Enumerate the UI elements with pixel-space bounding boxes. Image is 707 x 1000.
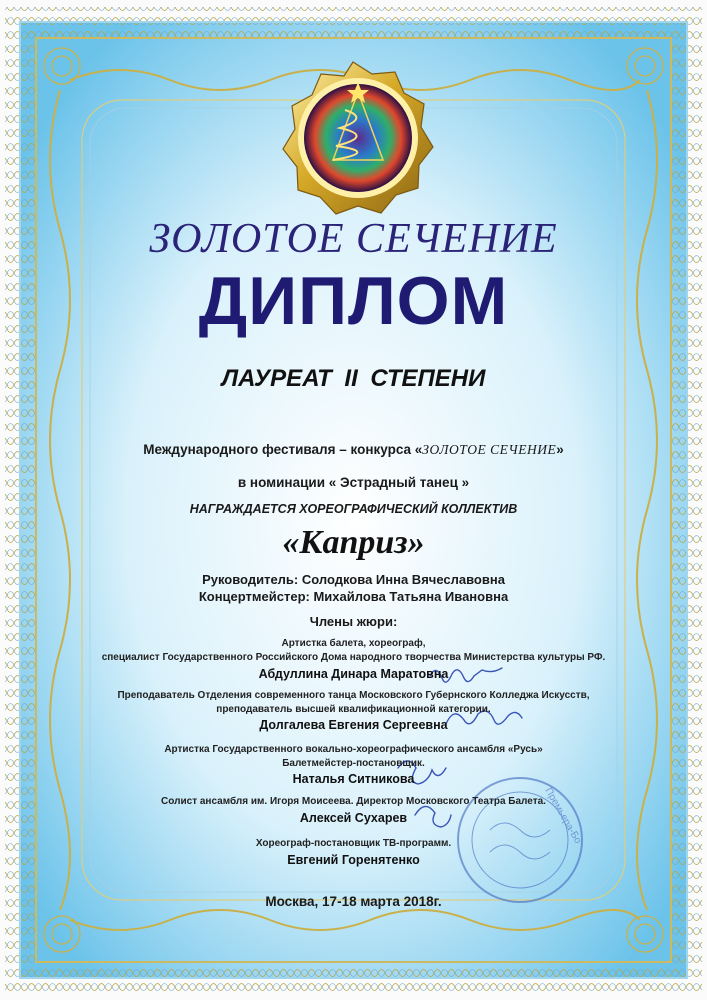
festival-suffix: » xyxy=(556,442,564,457)
jury-5-name: Евгений Горенятенко xyxy=(287,853,420,867)
jury-5-role-1: Хореограф-постановщик ТВ-программ. xyxy=(255,838,452,849)
stamp-text: Премьера-Бо xyxy=(542,786,584,846)
date-line: Москва, 17-18 марта 2018г. xyxy=(265,894,442,909)
jury-3-role-1: Артистка Государственного вокально-хореографического ансамбля «Русь» xyxy=(164,744,543,755)
jury-1-role-2: специалист Государственного Российского Дома народного творчества Министерства культуры РФ. xyxy=(101,652,606,663)
jury-3-role-2: Балетмейстер-постановщик. xyxy=(282,758,425,769)
group-name: «Каприз» xyxy=(282,524,425,561)
jury-2-name: Долгалева Евгения Сергеевна xyxy=(259,718,448,732)
festival-name: ЗОЛОТОЕ СЕЧЕНИЕ xyxy=(422,442,557,457)
title-script: ЗОЛОТОЕ СЕЧЕНИЕ xyxy=(149,216,558,262)
jury-1-name: Абдуллина Динара Маратовна xyxy=(258,667,449,681)
awarded-line: НАГРАЖДАЕТСЯ ХОРЕОГРАФИЧЕСКИЙ КОЛЛЕКТИВ xyxy=(189,502,518,516)
festival-prefix: Международного фестиваля – конкурса « xyxy=(143,442,423,457)
jury-2-role-2: преподаватель высшей квалификационной категории. xyxy=(216,704,491,715)
jury-heading: Члены жюри: xyxy=(309,614,398,629)
jury-4-role-1: Солист ансамбля им. Игоря Моисеева. Директор Московского Театра Балета. xyxy=(161,796,546,807)
accompanist-line: Концертмейстер: Михайлова Татьяна Ивановна xyxy=(198,589,509,604)
nomination: в номинации « Эстрадный танец » xyxy=(237,475,470,490)
jury-3-name: Наталья Ситникова xyxy=(292,772,415,786)
festival-line xyxy=(0,442,707,458)
title-main: ДИПЛОМ xyxy=(198,263,509,339)
laureate-degree: ЛАУРЕАТ II СТЕПЕНИ xyxy=(221,365,486,392)
jury-4-name: Алексей Сухарев xyxy=(299,811,408,825)
jury-1-role-1: Артистка балета, хореограф, xyxy=(281,638,426,649)
leader-line: Руководитель: Солодкова Инна Вячеславовна xyxy=(202,572,505,587)
jury-2-role-1: Преподаватель Отделения современного танца Московского Губернского Колледжа Искусств, xyxy=(117,690,590,701)
